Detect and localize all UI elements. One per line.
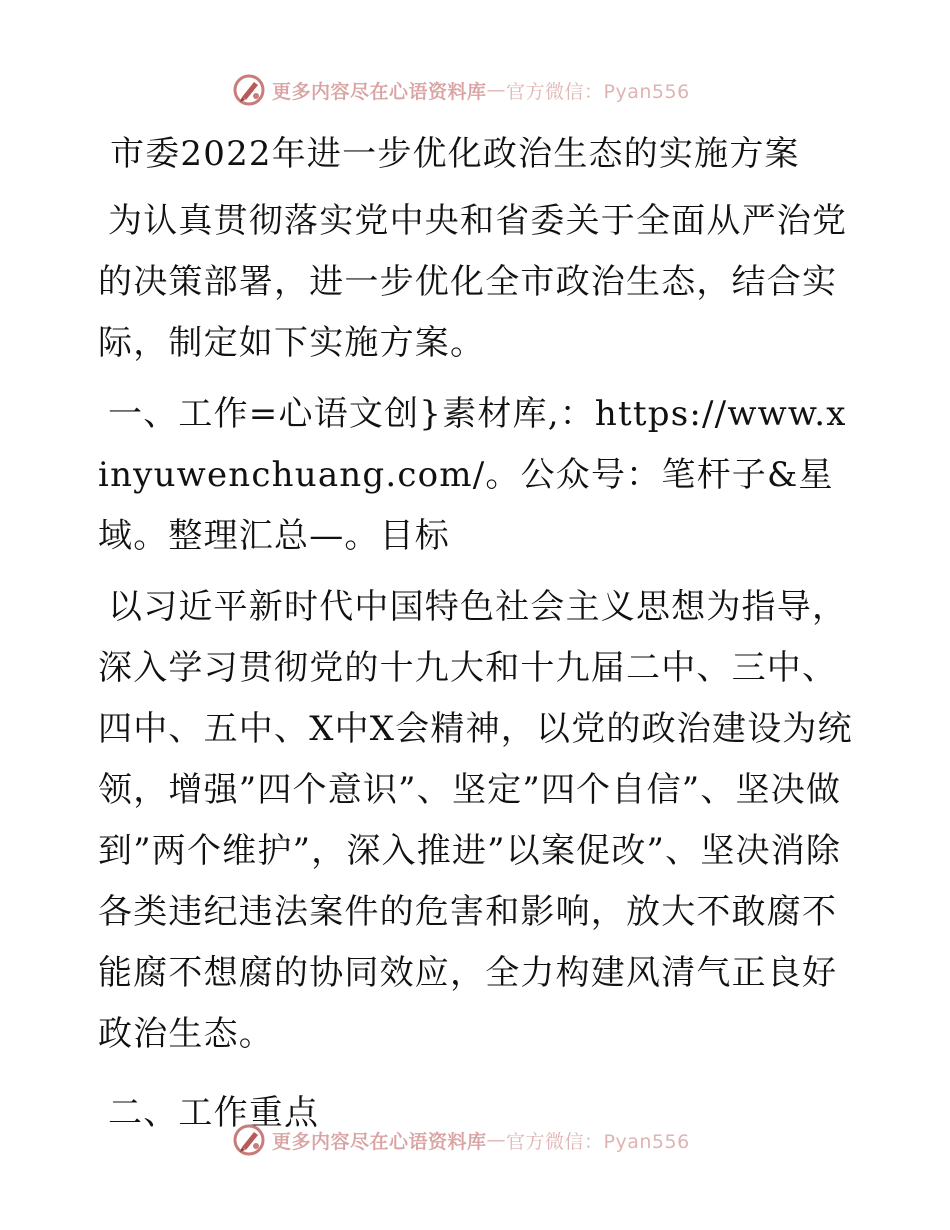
watermark-separator: — bbox=[486, 1129, 507, 1151]
document-title: 市委2022年进一步优化政治生态的实施方案 bbox=[110, 134, 800, 174]
section1-body: 以习近平新时代中国特色社会主义思想为指导，深入学习贯彻党的十九大和十九届二中、三中、四中、五中、X中X会精神，以党的政治建设为统领，增强”四个意识”、坚定”四个自信”、坚决做到”两个维护”，深入推进”以案促改”、坚决消除各类违纪违法案件的危害和影响，放大不敢腐不能腐不想腐的协同效应，全力构建风清气正良好政治生态。 bbox=[98, 587, 853, 1054]
watermark-main-text: 更多内容尽在心语资料库 bbox=[272, 1130, 487, 1153]
footer-watermark bbox=[232, 1122, 690, 1158]
pen-logo-icon bbox=[232, 1123, 266, 1157]
watermark-main-text: 更多内容尽在心语资料库 bbox=[272, 80, 487, 103]
header-watermark bbox=[232, 72, 690, 108]
intro-paragraph: 为认真贯彻落实党中央和省委关于全面从严治党的决策部署，进一步优化全市政治生态，结合实际，制定如下实施方案。 bbox=[98, 201, 848, 363]
watermark-sub-text: 官方微信：Pyan556 bbox=[506, 80, 690, 103]
watermark-sub-text: 官方微信：Pyan556 bbox=[506, 1130, 690, 1153]
section2-heading: 二、工作重点 bbox=[108, 1093, 320, 1133]
watermark-separator: — bbox=[486, 79, 507, 101]
section1-heading: 一、工作=心语文创}素材库,：https://www.xinyuwenchuang.com/。公众号：笔杆子&星域。整理汇总—。目标 bbox=[98, 394, 847, 556]
pen-logo-icon bbox=[232, 73, 266, 107]
document-body bbox=[98, 124, 858, 1148]
